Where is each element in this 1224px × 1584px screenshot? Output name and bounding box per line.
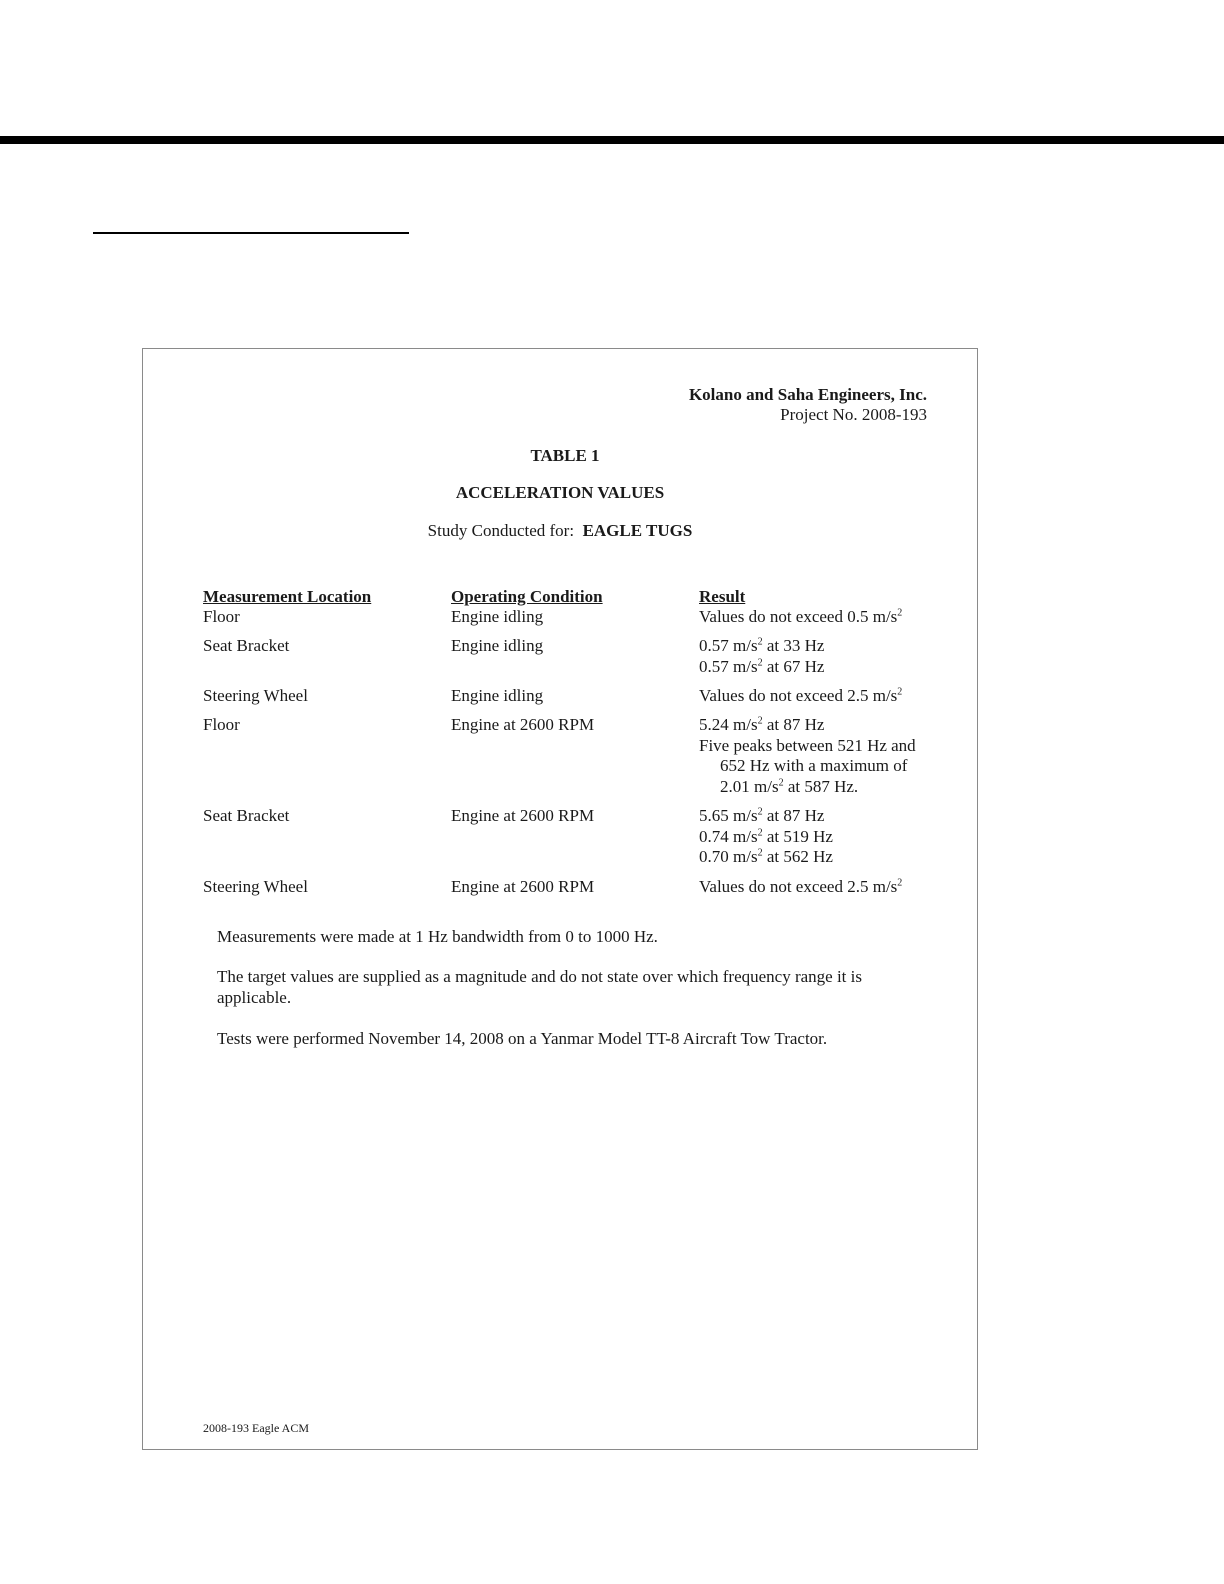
column-header-result: Result bbox=[699, 587, 746, 606]
table-cell-condition: Engine idling bbox=[451, 636, 544, 655]
result-text-suffix: at 562 Hz bbox=[762, 847, 833, 866]
table-cell-condition: Engine idling bbox=[451, 607, 544, 626]
result-superscript: 2 bbox=[757, 806, 763, 818]
result-text: Values do not exceed 0.5 m/s bbox=[699, 607, 898, 626]
result-line bbox=[699, 827, 833, 848]
result-text-suffix: at 519 Hz bbox=[762, 826, 833, 846]
result-superscript: 2 bbox=[778, 776, 784, 788]
result-text: Values do not exceed 2.5 m/s bbox=[699, 686, 898, 705]
result-line bbox=[699, 607, 902, 628]
table-title: TABLE 1 bbox=[530, 446, 600, 465]
table-cell-condition: Engine at 2600 RPM bbox=[451, 715, 595, 734]
result-line bbox=[699, 777, 916, 798]
table-cell-condition: Engine at 2600 RPM bbox=[451, 877, 595, 896]
result-line bbox=[699, 686, 902, 707]
result-line bbox=[699, 636, 824, 657]
table-cell-result bbox=[699, 715, 916, 797]
result-superscript: 2 bbox=[757, 826, 763, 838]
result-line bbox=[699, 657, 824, 678]
result-line bbox=[699, 806, 833, 827]
table-cell-location: Steering Wheel bbox=[203, 877, 308, 896]
document-sheet bbox=[142, 348, 978, 1450]
result-text-suffix: at 33 Hz bbox=[762, 636, 825, 655]
short-rule bbox=[93, 232, 409, 234]
study-label: Study Conducted for: bbox=[427, 521, 575, 540]
result-text: 2.01 m/s bbox=[720, 776, 779, 796]
result-text-suffix: at 87 Hz bbox=[762, 806, 825, 825]
result-text: Values do not exceed 2.5 m/s bbox=[699, 877, 898, 896]
table-cell-location: Seat Bracket bbox=[203, 636, 290, 655]
table-cell-condition: Engine idling bbox=[451, 686, 544, 705]
result-text-suffix: at 87 Hz bbox=[762, 715, 825, 734]
note-paragraph: The target values are supplied as a magnitude and do not state over which frequency range it is applicable. bbox=[217, 967, 862, 1007]
result-text: 0.74 m/s bbox=[699, 826, 758, 846]
result-text: 5.24 m/s bbox=[699, 715, 758, 734]
result-text: 0.57 m/s bbox=[699, 656, 758, 676]
result-superscript: 2 bbox=[897, 607, 903, 619]
project-number: Project No. 2008-193 bbox=[780, 405, 927, 424]
column-header-condition: Operating Condition bbox=[451, 587, 603, 606]
result-line bbox=[699, 715, 916, 736]
table-cell-condition: Engine at 2600 RPM bbox=[451, 806, 595, 825]
result-superscript: 2 bbox=[757, 636, 763, 648]
study-line bbox=[143, 521, 977, 541]
result-text: 652 Hz with a maximum of bbox=[720, 756, 908, 775]
result-superscript: 2 bbox=[897, 877, 903, 889]
result-text: Five peaks between 521 Hz and bbox=[699, 735, 916, 755]
result-superscript: 2 bbox=[757, 847, 763, 859]
table-cell-location: Steering Wheel bbox=[203, 686, 308, 705]
table-cell-result bbox=[699, 636, 824, 677]
note-paragraph: Tests were performed November 14, 2008 on a Yanmar Model TT-8 Aircraft Tow Tractor. bbox=[217, 1029, 828, 1048]
table-subtitle: ACCELERATION VALUES bbox=[455, 483, 665, 502]
result-superscript: 2 bbox=[897, 686, 903, 698]
table-cell-location: Floor bbox=[203, 607, 240, 626]
result-text-suffix: at 67 Hz bbox=[762, 656, 825, 676]
column-header-location: Measurement Location bbox=[203, 587, 372, 606]
table-cell-result bbox=[699, 686, 902, 707]
table-cell-location: Floor bbox=[203, 715, 240, 734]
result-superscript: 2 bbox=[757, 715, 763, 727]
table-cell-result bbox=[699, 607, 902, 628]
table-cell-location: Seat Bracket bbox=[203, 806, 290, 825]
result-line bbox=[699, 847, 833, 868]
study-client: EAGLE TUGS bbox=[582, 521, 693, 540]
result-text: 0.57 m/s bbox=[699, 636, 758, 655]
table-cell-result bbox=[699, 806, 833, 868]
result-text: 0.70 m/s bbox=[699, 847, 758, 866]
footer-text: 2008-193 Eagle ACM bbox=[203, 1421, 309, 1435]
result-superscript: 2 bbox=[757, 656, 763, 668]
result-line bbox=[699, 736, 916, 757]
table-cell-result bbox=[699, 877, 902, 898]
note-paragraph: Measurements were made at 1 Hz bandwidth from 0 to 1000 Hz. bbox=[217, 927, 658, 946]
result-text: 5.65 m/s bbox=[699, 806, 758, 825]
result-line bbox=[699, 756, 916, 777]
company-name: Kolano and Saha Engineers, Inc. bbox=[688, 385, 927, 404]
result-text-suffix: at 587 Hz. bbox=[783, 776, 859, 796]
top-rule bbox=[0, 136, 1224, 144]
result-line bbox=[699, 877, 902, 898]
